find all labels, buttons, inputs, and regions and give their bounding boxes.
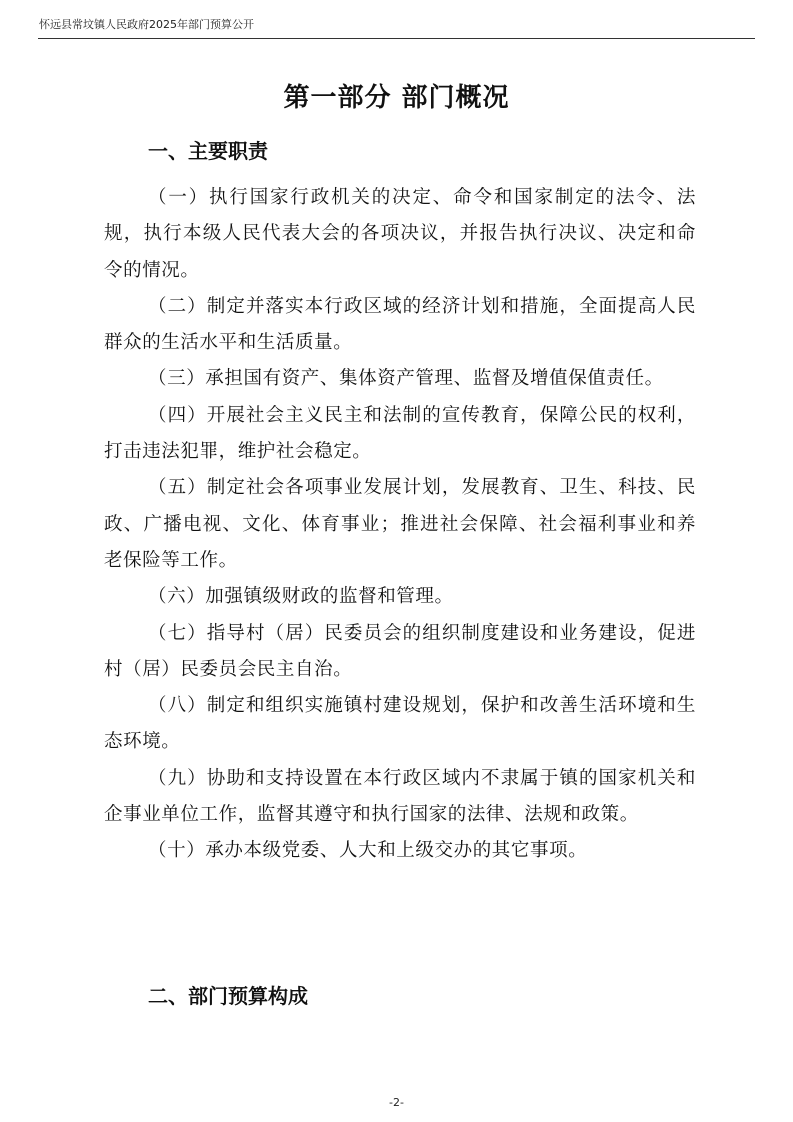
section-heading-budget-composition: 二、部门预算构成: [148, 984, 308, 1008]
duty-paragraph-6: （六）加强镇级财政的监督和管理。: [148, 586, 454, 608]
header-divider: [38, 38, 755, 39]
duties-list: [104, 180, 696, 870]
duty-paragraph-8: （八）制定和组织实施镇村建设规划，保护和改善生活环境和生态环境。: [104, 695, 696, 753]
duty-paragraph-9: （九）协助和支持设置在本行政区域内不隶属于镇的国家机关和企事业单位工作，监督其遵守和执行国家的法律、法规和政策。: [104, 767, 696, 826]
duty-paragraph-7: （七）指导村（居）民委员会的组织制度建设和业务建设，促进村（居）民委员会民主自治。: [104, 622, 696, 680]
section-heading-duties: 一、主要职责: [148, 139, 268, 163]
page-number: -2-: [389, 1096, 404, 1109]
page-title: 第一部分 部门概况: [283, 83, 510, 113]
duty-paragraph-5: （五）制定社会各项事业发展计划，发展教育、卫生、科技、民政、广播电视、文化、体育事业；推进社会保障、社会福利事业和养老保险等工作。: [104, 477, 696, 571]
duty-paragraph-2: （二）制定并落实本行政区域的经济计划和措施，全面提高人民群众的生活水平和生活质量。: [104, 295, 696, 354]
duty-paragraph-4: （四）开展社会主义民主和法制的宣传教育，保障公民的权利，打击违法犯罪，维护社会稳定。: [104, 404, 696, 463]
duty-paragraph-1: （一）执行国家行政机关的决定、命令和国家制定的法令、法规，执行本级人民代表大会的各项决议，并报告执行决议、决定和命令的情况。: [104, 187, 696, 281]
duty-paragraph-3: （三）承担国有资产、集体资产管理、监督及增值保值责任。: [148, 368, 664, 390]
running-header: 怀远县常坟镇人民政府2025年部门预算公开: [39, 18, 254, 31]
duty-paragraph-10: （十）承办本级党委、人大和上级交办的其它事项。: [148, 840, 588, 862]
